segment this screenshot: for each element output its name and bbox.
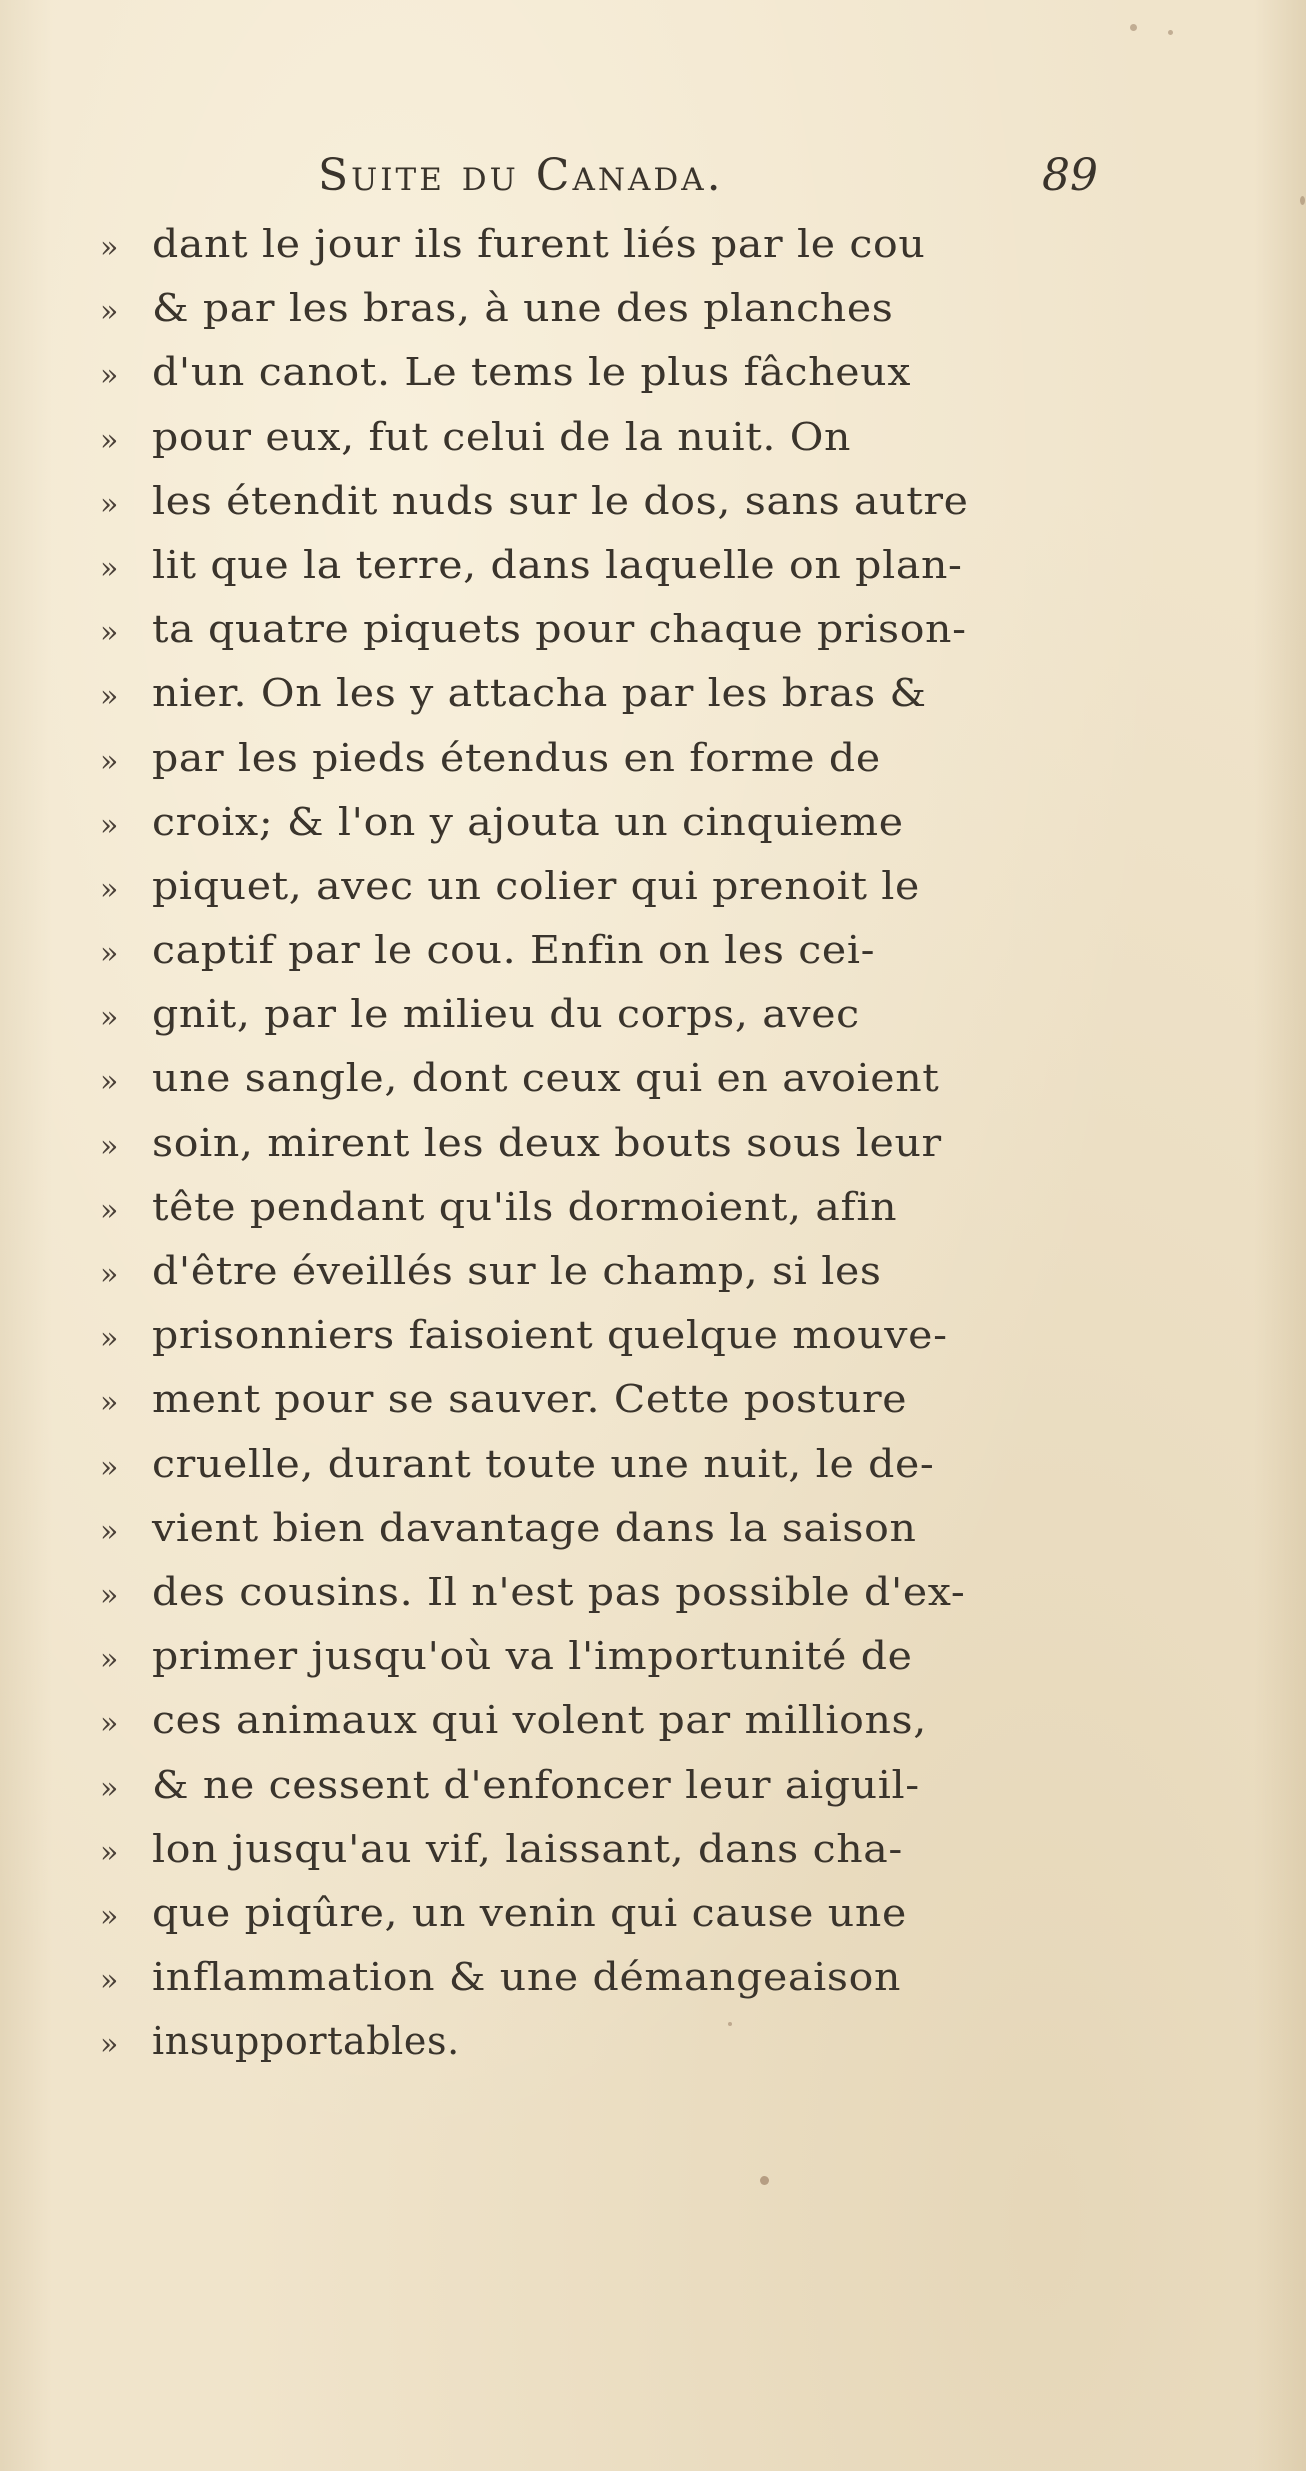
text-line xyxy=(100,1560,1090,1624)
line-text: inflammation & une démangeaison xyxy=(152,1955,902,2000)
quotation-mark: » xyxy=(100,1128,119,1164)
text-line xyxy=(100,1303,1090,1367)
line-text: & par les bras, à une des planches xyxy=(152,286,894,331)
paper-speck xyxy=(760,2176,769,2185)
quotation-mark: » xyxy=(100,1834,119,1870)
line-text: dant le jour ils furent liés par le cou xyxy=(152,222,926,266)
text-line xyxy=(100,340,1090,404)
quotation-mark: » xyxy=(100,936,119,972)
quotation-mark: » xyxy=(100,422,119,458)
text-line xyxy=(100,597,1090,661)
quotation-mark: » xyxy=(100,1963,119,1999)
line-text: cruelle, durant toute une nuit, le de- xyxy=(152,1441,935,1486)
text-line xyxy=(100,533,1090,597)
line-text: captif par le cou. Enfin on les cei- xyxy=(152,928,876,973)
text-line xyxy=(100,212,1090,276)
quotation-mark: » xyxy=(100,1706,119,1742)
line-text: lon jusqu'au vif, laissant, dans cha- xyxy=(152,1826,903,1871)
line-text: par les pieds étendus en forme de xyxy=(152,735,881,780)
text-line xyxy=(100,1239,1090,1303)
line-text: vient bien davantage dans la saison xyxy=(152,1505,917,1550)
quotation-mark: » xyxy=(100,358,119,394)
text-line xyxy=(100,276,1090,340)
line-text: une sangle, dont ceux qui en avoient xyxy=(152,1056,940,1101)
line-text: ces animaux qui volent par millions, xyxy=(152,1698,927,1743)
text-line xyxy=(100,854,1090,918)
quotation-mark: » xyxy=(100,615,119,651)
text-line xyxy=(100,469,1090,533)
quotation-mark: » xyxy=(100,550,119,586)
quotation-mark: » xyxy=(100,1257,119,1292)
quotation-mark: » xyxy=(100,1064,119,1100)
quotation-mark: » xyxy=(100,1449,119,1485)
text-line xyxy=(100,2009,1090,2073)
quotation-mark: » xyxy=(100,230,119,265)
quotation-mark: » xyxy=(100,294,119,330)
line-text: d'un canot. Le tems le plus fâcheux xyxy=(152,350,912,395)
line-text: des cousins. Il n'est pas possible d'ex- xyxy=(152,1569,966,1614)
line-text: lit que la terre, dans laquelle on plan- xyxy=(152,542,963,587)
quotation-mark: » xyxy=(100,1898,119,1934)
line-text: gnit, par le milieu du corps, avec xyxy=(152,992,860,1037)
text-line xyxy=(100,1175,1090,1239)
quotation-mark: » xyxy=(100,1770,119,1806)
quotation-mark: » xyxy=(100,1000,119,1036)
line-text: pour eux, fut celui de la nuit. On xyxy=(152,414,852,459)
quotation-mark: » xyxy=(100,1513,119,1549)
text-line xyxy=(100,1945,1090,2009)
line-text: d'être éveillés sur le champ, si les xyxy=(152,1249,882,1293)
text-line xyxy=(100,1753,1090,1817)
text-line xyxy=(100,982,1090,1046)
text-line xyxy=(100,405,1090,469)
line-text: les étendit nuds sur le dos, sans autre xyxy=(152,478,969,523)
quotation-mark: » xyxy=(100,1385,119,1421)
line-text: croix; & l'on y ajouta un cinquieme xyxy=(152,799,904,844)
line-text: & ne cessent d'enfoncer leur aiguil- xyxy=(152,1762,920,1807)
line-text: tête pendant qu'ils dormoient, afin xyxy=(152,1184,898,1229)
quotation-mark: » xyxy=(100,1577,119,1613)
text-line xyxy=(100,1817,1090,1881)
quotation-mark: » xyxy=(100,1192,119,1228)
text-line xyxy=(100,1367,1090,1431)
quotation-mark: » xyxy=(100,2027,119,2063)
line-text: insupportables. xyxy=(152,2019,460,2064)
line-text: ment pour se sauver. Cette posture xyxy=(152,1377,908,1422)
paper-speck xyxy=(1168,30,1173,35)
text-line xyxy=(100,661,1090,725)
page-number: 89 xyxy=(1042,150,1098,201)
line-text: piquet, avec un colier qui prenoit le xyxy=(152,863,920,908)
text-line xyxy=(100,1881,1090,1945)
line-text: que piqûre, un venin qui cause une xyxy=(152,1890,907,1935)
text-line xyxy=(100,790,1090,854)
running-title: Suite du Canada. xyxy=(318,150,724,201)
line-text: nier. On les y attacha par les bras & xyxy=(152,671,927,716)
body-text xyxy=(100,212,1090,2073)
text-line xyxy=(100,1688,1090,1752)
text-line xyxy=(100,1046,1090,1110)
quotation-mark: » xyxy=(100,1321,119,1357)
text-line xyxy=(100,918,1090,982)
text-line xyxy=(100,726,1090,790)
line-text: prisonniers faisoient quelque mouve- xyxy=(152,1313,948,1358)
line-text: ta quatre piquets pour chaque prison- xyxy=(152,607,967,652)
text-line xyxy=(100,1111,1090,1175)
text-line xyxy=(100,1624,1090,1688)
quotation-mark: » xyxy=(100,679,119,715)
quotation-mark: » xyxy=(100,743,119,779)
text-line xyxy=(100,1432,1090,1496)
text-line xyxy=(100,1496,1090,1560)
line-text: primer jusqu'où va l'importunité de xyxy=(152,1634,913,1679)
quotation-mark: » xyxy=(100,1642,119,1678)
quotation-mark: » xyxy=(100,486,119,522)
quotation-mark: » xyxy=(100,807,119,843)
paper-speck xyxy=(1300,196,1305,205)
quotation-mark: » xyxy=(100,871,119,907)
page-header xyxy=(318,150,1098,210)
paper-speck xyxy=(1130,24,1137,31)
line-text: soin, mirent les deux bouts sous leur xyxy=(152,1120,942,1165)
